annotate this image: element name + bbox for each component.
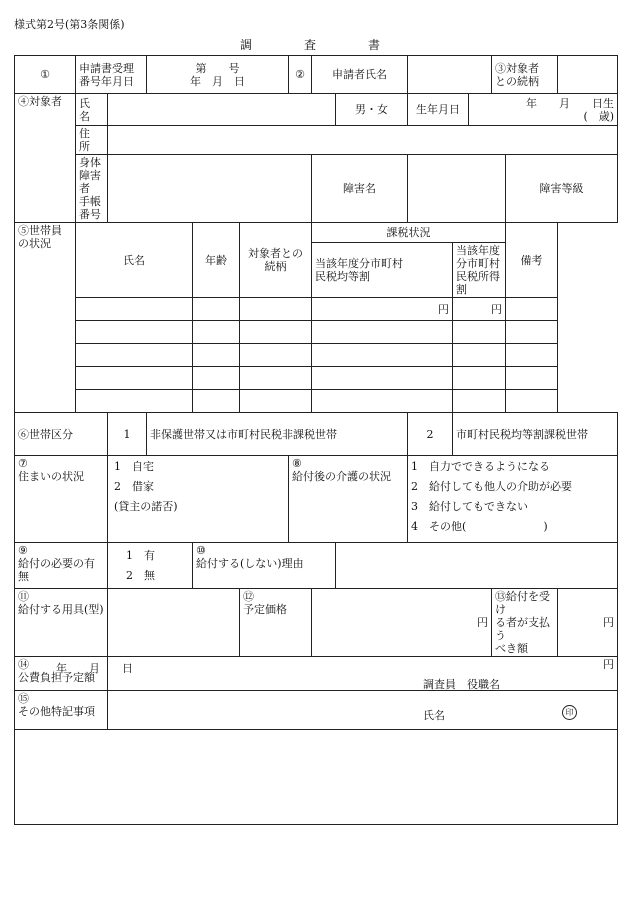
table-row bbox=[15, 367, 618, 390]
disability-name-label: 障害名 bbox=[312, 155, 408, 223]
form-number-label: 様式第2号(第3条関係) bbox=[14, 18, 125, 31]
residence-label: ⑦ 住まいの状況 bbox=[15, 456, 108, 543]
birth-date-field[interactable]: 年 月 日生 ( 歳) bbox=[469, 94, 618, 126]
handbook-number-field[interactable] bbox=[108, 155, 312, 223]
table-row bbox=[15, 390, 618, 413]
table-row bbox=[15, 344, 618, 367]
reason-field[interactable] bbox=[336, 543, 618, 589]
address-field[interactable] bbox=[108, 126, 618, 155]
gender-field[interactable]: 男・女 bbox=[336, 94, 408, 126]
survey-form-table bbox=[14, 55, 618, 825]
disability-grade-label: 障害等級 bbox=[506, 155, 618, 223]
disability-name-field[interactable] bbox=[408, 155, 506, 223]
investigator-name-label: 氏名 bbox=[423, 709, 445, 722]
table-row bbox=[15, 321, 618, 344]
receipt-number-date: 第 号 年 月 日 bbox=[147, 56, 289, 94]
other-notes-label: ⑮ その他特記事項 bbox=[15, 691, 108, 730]
subject-label: ④対象者 bbox=[15, 94, 76, 223]
other-notes-field[interactable] bbox=[108, 691, 618, 730]
birth-date-label: 生年月日 bbox=[408, 94, 469, 126]
household-name-cell[interactable] bbox=[76, 298, 193, 321]
row1-number: ① bbox=[15, 56, 76, 94]
reason-label: ⑩ 給付する(しない)理由 bbox=[193, 543, 336, 589]
residence-options[interactable]: 1 自宅 2 借家 (貸主の諾否) bbox=[108, 456, 289, 543]
household-relation-cell[interactable] bbox=[240, 298, 312, 321]
table-row bbox=[15, 298, 618, 321]
household-age-cell[interactable] bbox=[193, 298, 240, 321]
col-remarks: 備考 bbox=[506, 223, 558, 298]
equipment-label: ⑪ 給付する用具(型) bbox=[15, 589, 108, 657]
household-remarks-cell[interactable] bbox=[506, 298, 558, 321]
signature-date[interactable]: 年 月 日 bbox=[56, 662, 133, 675]
signature-area bbox=[15, 730, 618, 825]
applicant-name-field[interactable] bbox=[408, 56, 492, 94]
household-tax-equal-cell[interactable]: 円 bbox=[312, 298, 453, 321]
household-label: ⑤世帯員 の状況 bbox=[15, 223, 76, 413]
planned-price-field[interactable]: 円 bbox=[312, 589, 492, 657]
row1-number-2: ② bbox=[289, 56, 312, 94]
seal-icon: 印 bbox=[562, 705, 577, 720]
equipment-field[interactable] bbox=[108, 589, 240, 657]
handbook-label: 身体障害者 手帳番号 bbox=[76, 155, 108, 223]
necessity-options[interactable]: 1 有 2 無 bbox=[108, 543, 193, 589]
payment-label: ⑬給付を受け る者が支払う べき額 bbox=[492, 589, 558, 657]
address-label: 住 所 bbox=[76, 126, 108, 155]
necessity-label: ⑨ 給付の必要の有無 bbox=[15, 543, 108, 589]
household-category-label: ⑥世帯区分 bbox=[15, 413, 108, 456]
planned-price-label: ⑫ 予定価格 bbox=[240, 589, 312, 657]
col-tax-equal: 当該年度分市町村 民税均等割 bbox=[312, 243, 453, 298]
care-status-options[interactable]: 1 自力でできるようになる 2 給付しても他人の介助が必要 3 給付してもできない 4 その他( ) bbox=[408, 456, 618, 543]
col-name: 氏名 bbox=[76, 223, 193, 298]
category-option-1-text[interactable]: 非保護世帯又は市町村民税非課税世帯 bbox=[147, 413, 408, 456]
col-age: 年齢 bbox=[193, 223, 240, 298]
relation-field[interactable] bbox=[558, 56, 618, 94]
applicant-name-label: 申請者氏名 bbox=[312, 56, 408, 94]
receipt-label: 申請書受理 番号年月日 bbox=[76, 56, 147, 94]
care-status-label: ⑧ 給付後の介護の状況 bbox=[289, 456, 408, 543]
public-burden-label: ⑭ 公費負担予定額 bbox=[15, 657, 108, 691]
relation-label: ③対象者 との続柄 bbox=[492, 56, 558, 94]
household-tax-income-cell[interactable]: 円 bbox=[453, 298, 506, 321]
category-option-2-text[interactable]: 市町村民税均等割課税世帯 bbox=[453, 413, 618, 456]
category-option-1-number[interactable]: 1 bbox=[108, 413, 147, 456]
col-tax-status: 課税状況 bbox=[312, 223, 506, 243]
public-burden-field[interactable]: 円 bbox=[108, 657, 618, 691]
col-relation: 対象者との続柄 bbox=[240, 223, 312, 298]
investigator-title-label: 調査員 役職名 bbox=[423, 678, 500, 691]
payment-field[interactable]: 円 bbox=[558, 589, 618, 657]
subject-name-label: 氏 名 bbox=[76, 94, 108, 126]
col-tax-income: 当該年度分市町村 民税所得割 bbox=[453, 243, 506, 298]
document-title: 調査書 bbox=[240, 38, 433, 52]
category-option-2-number[interactable]: 2 bbox=[408, 413, 453, 456]
